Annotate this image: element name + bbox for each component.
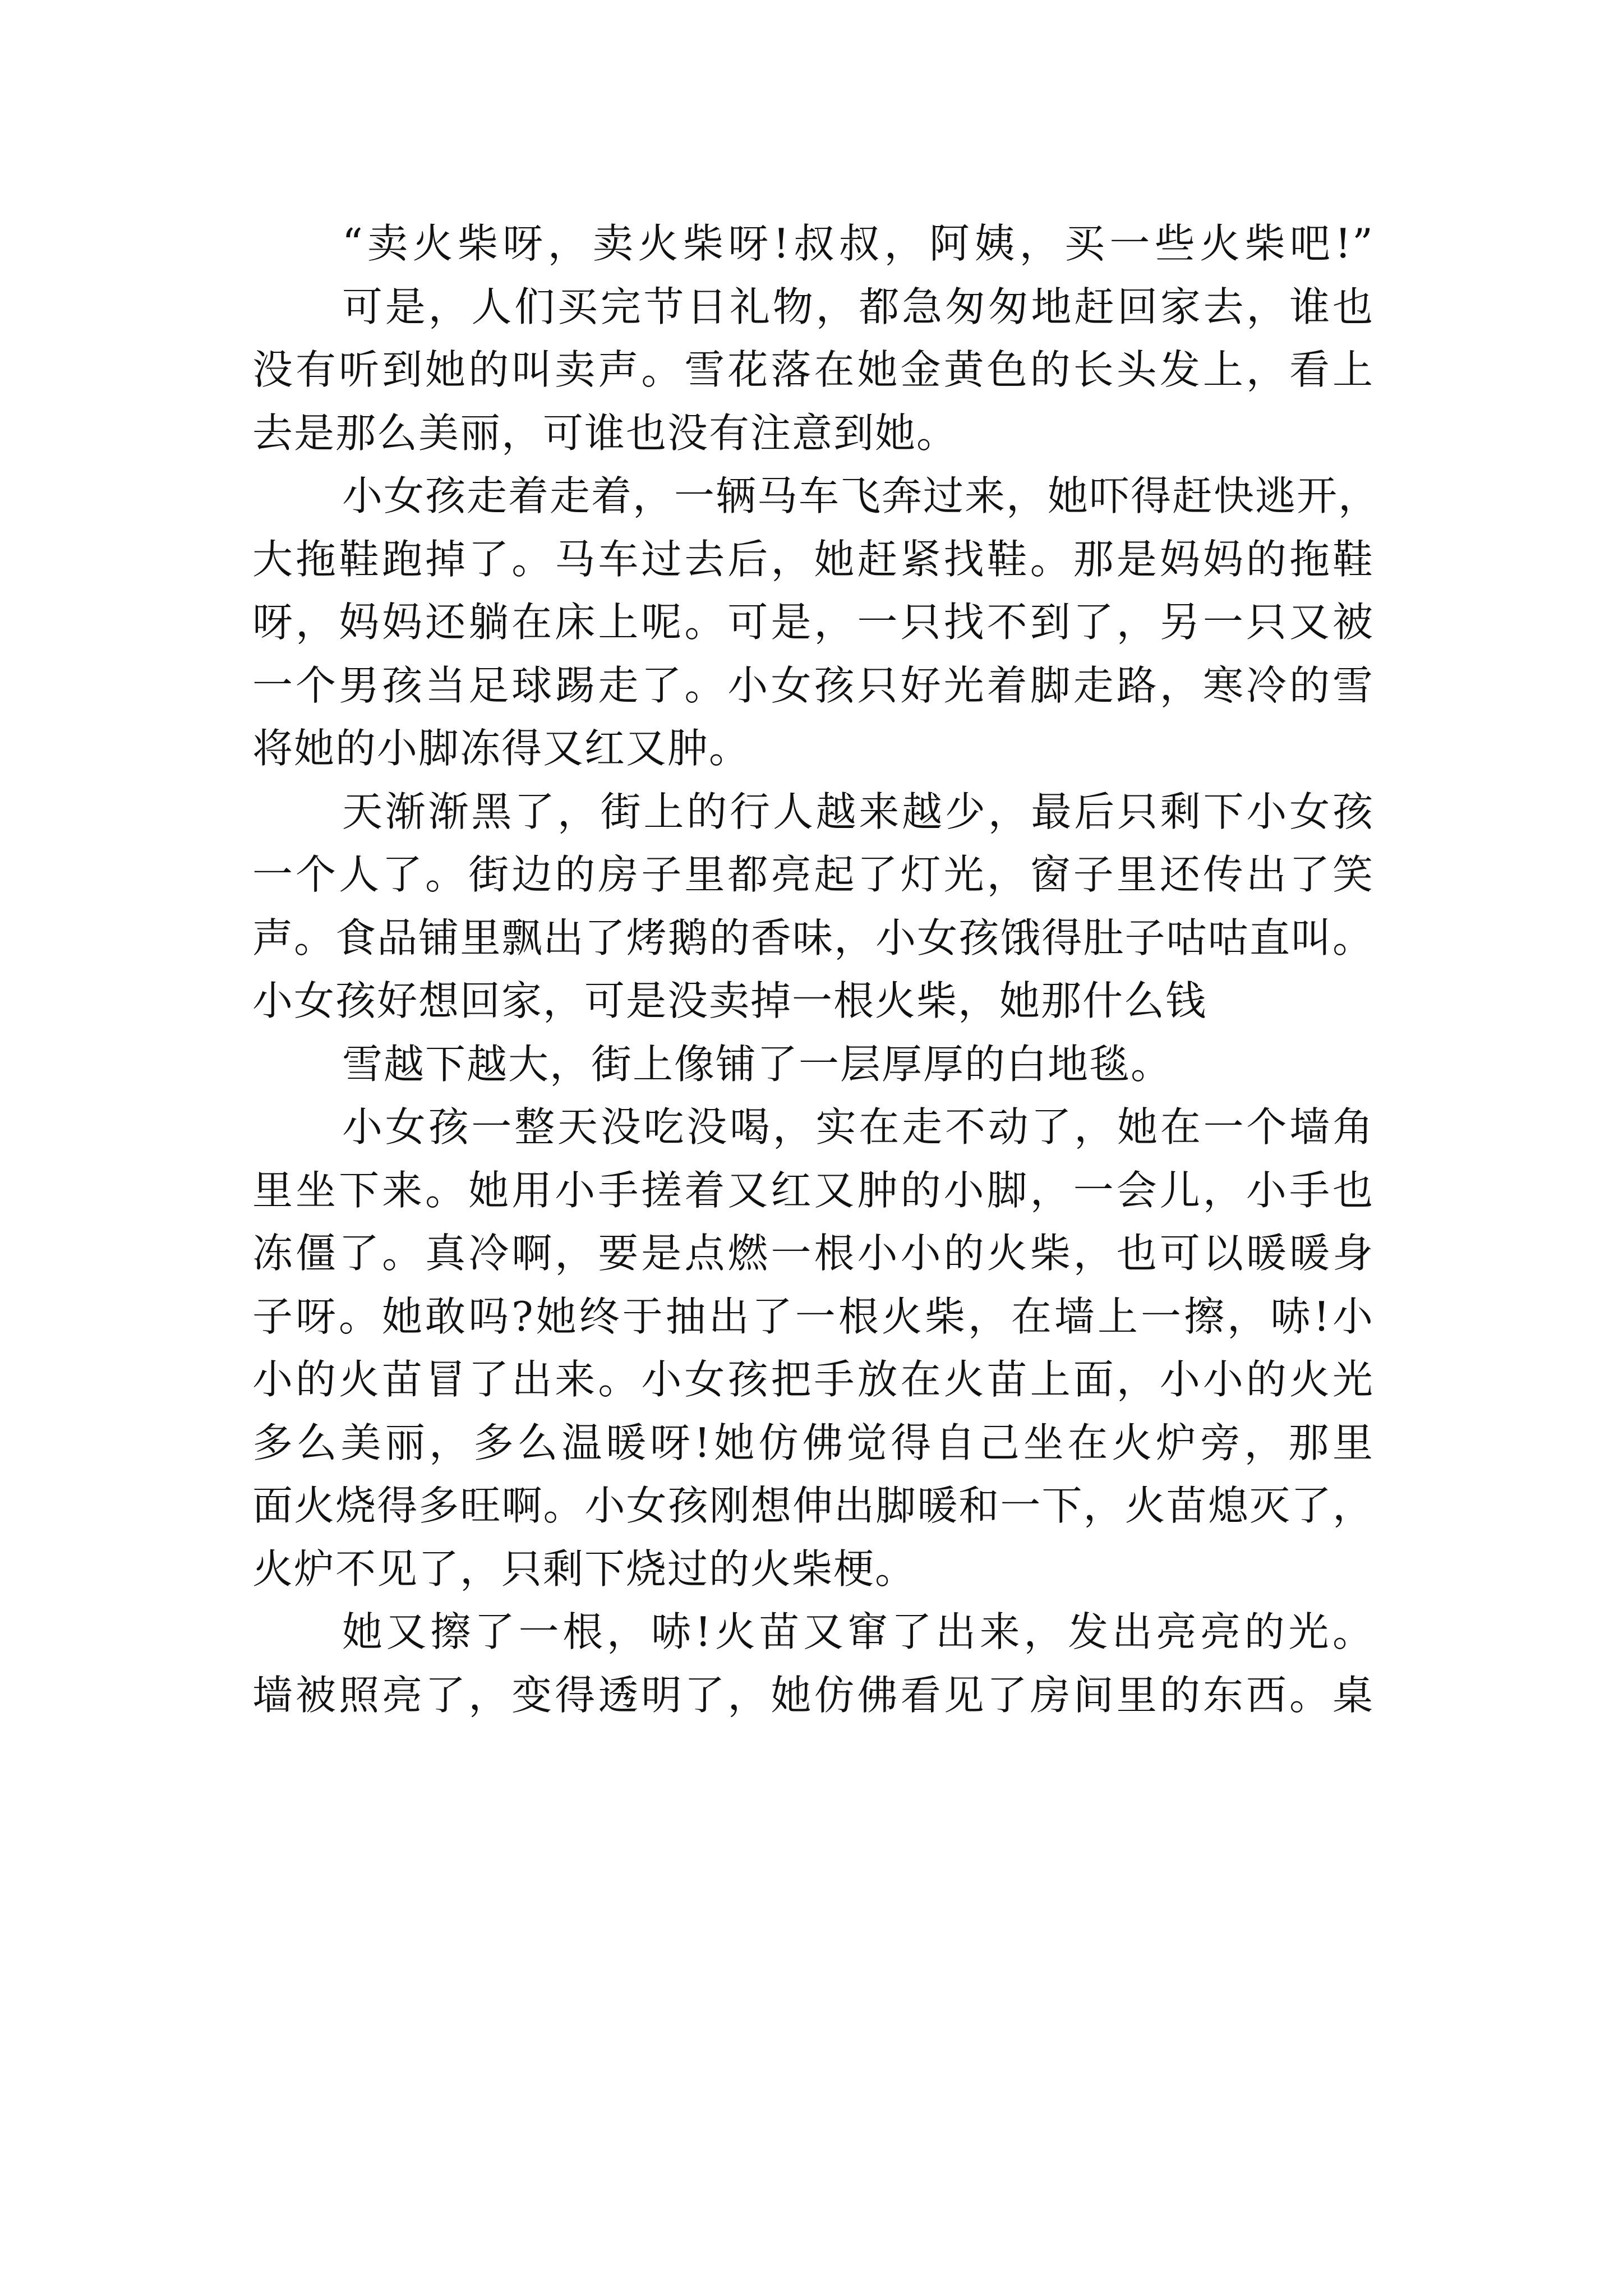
text-line: 多么美丽，多么温暖呀!她仿佛觉得自己坐在火炉旁，那里 <box>252 1419 1374 1466</box>
story-text <box>252 212 1380 1727</box>
text-line: 她又擦了一根，哧!火苗又窜了出来，发出亮亮的光。 <box>342 1608 1374 1655</box>
text-line: 大拖鞋跑掉了。马车过去后，她赶紧找鞋。那是妈妈的拖鞋 <box>252 535 1374 583</box>
text-line: 墙被照亮了，变得透明了，她仿佛看见了房间里的东西。桌 <box>252 1671 1374 1719</box>
text-line: 小女孩一整天没吃没喝，实在走不动了，她在一个墙角 <box>342 1103 1374 1151</box>
text-line: 将她的小脚冻得又红又肿。 <box>252 725 751 772</box>
text-line: 天渐渐黑了，街上的行人越来越少，最后只剩下小女孩 <box>342 788 1374 835</box>
text-line: 小的火苗冒了出来。小女孩把手放在火苗上面，小小的火光 <box>252 1356 1374 1403</box>
text-line: 小女孩好想回家，可是没卖掉一根火柴，她那什么钱 <box>252 977 1207 1024</box>
text-line: 声。食品铺里飘出了烤鹅的香味，小女孩饿得肚子咕咕直叫。 <box>252 914 1374 961</box>
text-line: 一个男孩当足球踢走了。小女孩只好光着脚走路，寒冷的雪 <box>252 661 1374 709</box>
text-line: 去是那么美丽，可谁也没有注意到她。 <box>252 409 958 457</box>
text-line: 火炉不见了，只剩下烧过的火柴梗。 <box>252 1545 917 1593</box>
text-line: 面火烧得多旺啊。小女孩刚想伸出脚暖和一下，火苗熄灭了， <box>252 1482 1374 1529</box>
text-line: 呀，妈妈还躺在床上呢。可是，一只找不到了，另一只又被 <box>252 599 1374 646</box>
text-line: 里坐下来。她用小手搓着又红又肿的小脚，一会儿，小手也 <box>252 1166 1374 1214</box>
text-line: 子呀。她敢吗?她终于抽出了一根火柴，在墙上一擦，哧!小 <box>252 1292 1374 1340</box>
text-line: “卖火柴呀，卖火柴呀!叔叔，阿姨，买一些火柴吧!” <box>342 220 1374 267</box>
text-line: 小女孩走着走着，一辆马车飞奔过来，她吓得赶快逃开， <box>342 472 1380 519</box>
text-line: 冻僵了。真冷啊，要是点燃一根小小的火柴，也可以暖暖身 <box>252 1230 1374 1277</box>
text-line: 没有听到她的叫卖声。雪花落在她金黄色的长头发上，看上 <box>252 346 1374 393</box>
text-line: 雪越下越大，街上像铺了一层厚厚的白地毯。 <box>342 1040 1173 1088</box>
text-line: 一个人了。街边的房子里都亮起了灯光，窗子里还传出了笑 <box>252 851 1374 898</box>
text-line: 可是，人们买完节日礼物，都急匆匆地赶回家去，谁也 <box>342 283 1374 330</box>
